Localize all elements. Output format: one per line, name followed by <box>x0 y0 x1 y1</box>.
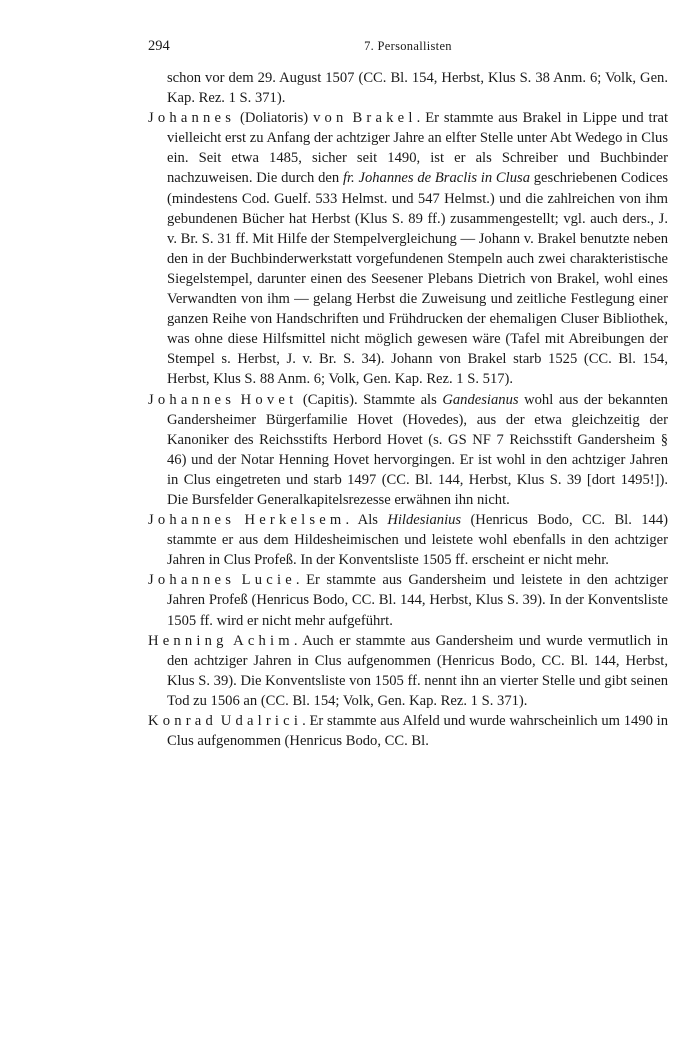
entry-johannes-herkelsem <box>148 510 668 570</box>
entry-name: Udalrici <box>220 713 303 729</box>
entry-text: . Er stammte aus Brakel in Lippe und trat vielleicht erst zu Anfang der achtziger Jahre an elfter Stelle unter Abt Wedego in Clus ein. Seit etwa 1485, sicher seit 1490, ist er als Schreiber und Buchbinder nachzuweisen. Die durch den <box>167 110 668 187</box>
entry-alias: (Doliatoris) <box>235 110 314 127</box>
entry-konrad-udalrici <box>148 711 668 751</box>
page <box>148 38 668 751</box>
entry-name: Brakel <box>352 110 417 127</box>
entry-name: Herkelsem <box>244 512 346 529</box>
entry-name: Konrad <box>148 713 217 729</box>
entry-name: von <box>313 110 348 127</box>
entry-johannes-lucie <box>148 570 668 630</box>
entry-name: Henning <box>148 632 228 649</box>
entry-name: Johannes <box>148 572 236 589</box>
entry-henning-achim <box>148 631 668 711</box>
entry-text: wohl aus der bekannten Gandersheimer Bürgerfamilie Hovet (Hovedes), aus der etwa gleichzeitig der Kanoniker des Reichsstifts Herbord Hovet (s. GS NF 7 Reichsstift Gandersheim § 46) und der Notar Henning Hovet hervorgingen. Er ist wohl in den achtziger Jahren in Clus eingetreten und starb 1497 (CC. Bl. 144, Herbst, Klus S. 39 [dort 1495!]). Die Bursfelder Generalkapitelsrezesse erwähnen ihn nicht. <box>167 391 668 508</box>
entry-text: (Capitis). Stammte als <box>297 391 443 408</box>
entry-name: Johannes <box>148 391 236 408</box>
entry-text: (Henricus Bodo, CC. Bl. 144) stammte er aus dem Hildesheimischen und leistete wohl ebenfalls in den achtziger Jahren in Clus Profeß. In der Konventsliste 1505 ff. erscheint er nicht mehr. <box>167 512 668 569</box>
entry-text: . Er stammte aus Alfeld und wurde wahrscheinlich um 1490 in Clus aufgenommen (Henricus Bodo, CC. Bl. <box>167 713 669 750</box>
running-title: 7. Personallisten <box>364 39 452 53</box>
continuation-text: schon vor dem 29. August 1507 (CC. Bl. 154, Herbst, Klus S. 38 Anm. 6; Volk, Gen. Kap. Rez. 1 S. 371). <box>167 70 668 107</box>
entry-text: geschriebenen Codices (mindestens Cod. Guelf. 533 Helmst. und 547 Helmst.) und die zahlreichen von ihm gebundenen Bücher hat Herbst (Klus S. 89 ff.) zusammengestellt; vgl. auch ders., J. v. Br. S. 31 ff. Mit Hilfe der Stempelvergleichung — Johann v. Brakel benutzte neben den in der Buchbinderwerkstatt vorgefundenen Stempeln auch zwei charakteristische Siegelstempel, darunter einen des Seesener Plebans Dietrich von Brakel, wohl eines Verwandten von ihm — gelang Herbst die Zuweisung und zeitliche Festlegung einer ganzen Reihe von Handschriften und Frühdrucken der ehemaligen Cluser Bibliothek, was ohne diese Hilfsmittel nicht möglich gewesen wäre (Tafel mit Abreibungen der Stempel s. Herbst, J. v. Br. S. 34). Johann von Brakel starb 1525 (CC. Bl. 154, Herbst, Klus S. 88 Anm. 6; Volk, Gen. Kap. Rez. 1 S. 517). <box>167 170 669 388</box>
page-header <box>148 38 668 66</box>
entry-name: Johannes <box>148 110 236 127</box>
entry-text: . Auch er stammte aus Gandersheim und wurde vermutlich in den achtziger Jahren in Clus aufgenommen (Henricus Bodo, CC. Bl. 144, Herbst, Klus S. 39). Die Konventsliste von 1505 ff. nennt ihn an vierter Stelle und gibt seinen Tod zu 1506 an (CC. Bl. 154; Volk, Gen. Kap. Rez. 1 S. 371). <box>167 632 668 709</box>
entry-johannes-von-brakel <box>148 108 668 389</box>
entry-text: . Als <box>345 512 388 529</box>
entry-name: Achim <box>233 632 294 649</box>
entry-italic-text: Gandesianus <box>442 391 519 408</box>
entry-italic-text: fr. Johannes de Braclis in Clusa <box>342 170 530 187</box>
entry-list <box>148 68 668 751</box>
entry-text: . Er stammte aus Gandersheim und leistete in den achtziger Jahren Profeß (Henricus Bodo, CC. Bl. 144, Herbst, Klus S. 39). In der Konventsliste 1505 ff. wird er nicht mehr aufgeführt. <box>167 572 668 629</box>
entry-name: Hovet <box>240 391 298 408</box>
entry-italic-text: Hildesianius <box>387 512 462 529</box>
page-number: 294 <box>148 38 170 54</box>
entry-johannes-hovet <box>148 390 668 511</box>
entry-name: Lucie <box>241 572 296 589</box>
entry-name: Johannes <box>148 512 236 529</box>
